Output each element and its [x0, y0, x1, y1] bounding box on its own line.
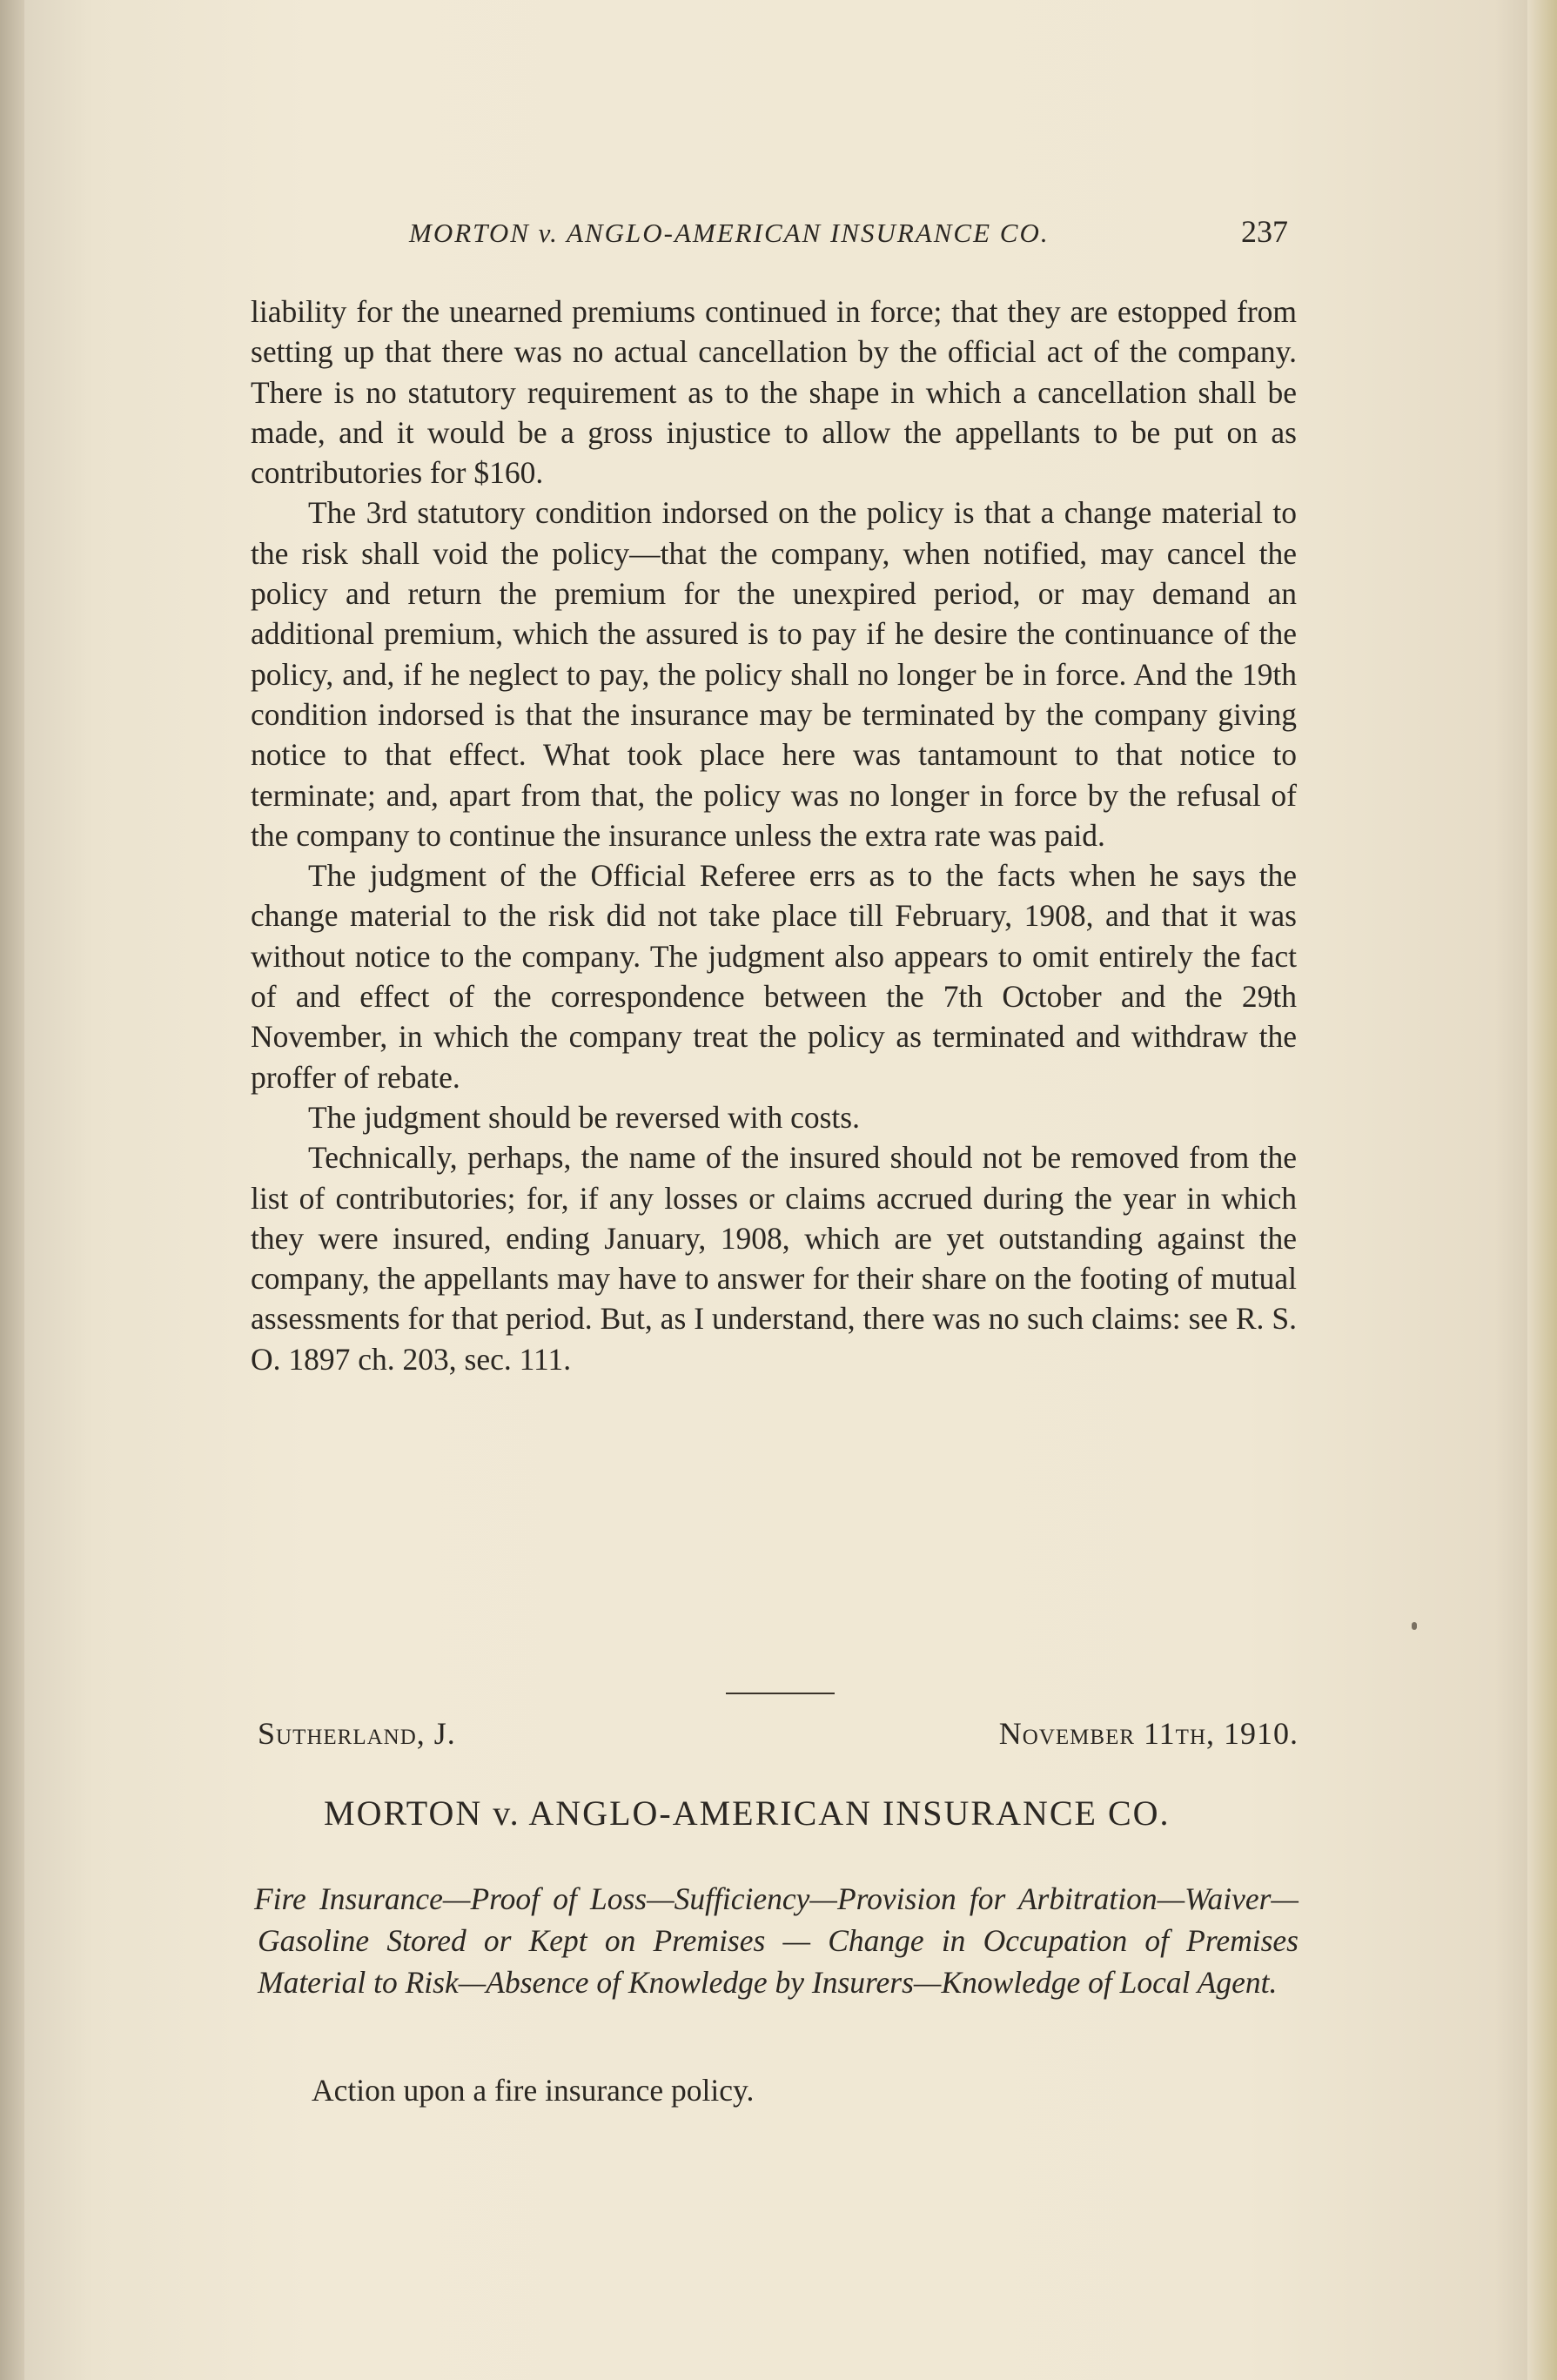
page-edge [1527, 0, 1557, 2380]
case-title: MORTON v. ANGLO-AMERICAN INSURANCE CO. [324, 1793, 1171, 1833]
paper-speck [1412, 1622, 1417, 1630]
page-gutter [0, 0, 24, 2380]
running-header [409, 213, 1288, 250]
body-text [251, 292, 1297, 1379]
paragraph-1: liability for the unearned premiums continued in force; that they are estopped from setting up that there was no actual cancellation by the official act of the company. There is no statutory requirement as to the shape in which a cancellation shall be made, and it would be a gross injustice to allow the appellants to be put on as contributories for $160. [251, 294, 1297, 491]
case-headnote: Fire Insurance—Proof of Loss—Sufficiency—Provision for Arbitration—Waiver—Gasoline Stored or Kept on Premises — Change in Occupation of Premises Material to Risk—Absence of Knowledge by Insurers—Knowledge of Local Agent. [254, 1881, 1299, 2000]
paragraph-4: The judgment should be reversed with costs. [308, 1099, 860, 1135]
judge-name: Sutherland, J. [258, 1716, 456, 1751]
paragraph-5: Technically, perhaps, the name of the insured should not be removed from the list of contributories; for, if any losses or claims accrued during the year in which they were insured, ending January, 1908, which are yet outstanding against the company, the appellants may have to answer for their share on the footing of mutual assessments for that period. But, as I understand, there was no such claims: see R. S. O. 1897 ch. 203, sec. 111. [251, 1140, 1297, 1377]
section-divider [726, 1693, 835, 1694]
running-title: MORTON v. ANGLO-AMERICAN INSURANCE CO. [409, 218, 1050, 248]
action-summary: Action upon a fire insurance policy. [312, 2073, 755, 2108]
paragraph-3: The judgment of the Official Referee errs as to the facts when he says the change material to the risk did not take place till February, 1908, and that it was without notice to the company. The judgment also appears to omit entirely the fact of and effect of the correspondence between the 7th October and the 29th November, in which the company treat the policy as terminated and withdraw the proffer of rebate. [251, 858, 1297, 1095]
case-judge-date-line [258, 1713, 1299, 1754]
judgment-date: November 11th, 1910. [998, 1716, 1299, 1751]
page-number: 237 [1241, 214, 1288, 249]
paragraph-2: The 3rd statutory condition indorsed on the policy is that a change material to the risk shall void the policy—that the company, when notified, may cancel the policy and return the premium for the unexpired period, or may demand an additional premium, which the assured is to pay if he desire the continuance of the policy, and, if he neglect to pay, the policy shall no longer be in force. And the 19th condition indorsed is that the insurance may be terminated by the company giving notice to that effect. What took place here was tantamount to that notice to terminate; and, apart from that, the policy was no longer in force by the refusal of the company to continue the insurance unless the extra rate was paid. [251, 495, 1297, 853]
